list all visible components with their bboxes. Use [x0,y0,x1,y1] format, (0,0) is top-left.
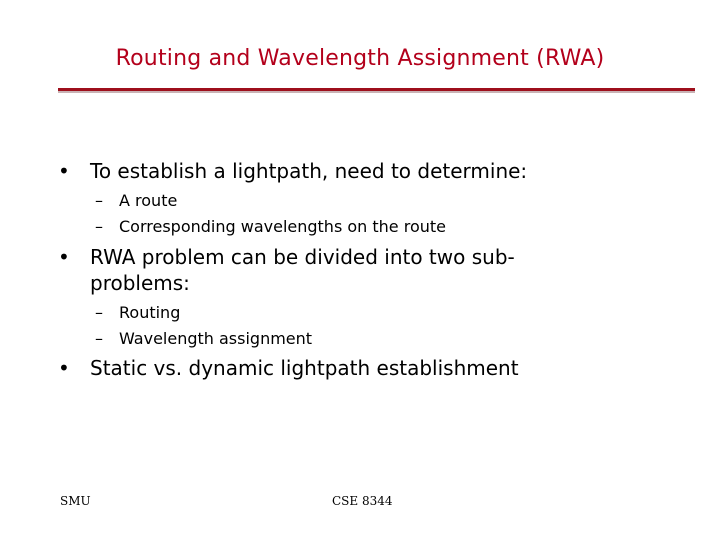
sub-bullet-item [95,328,312,350]
sub-bullet-text: Wavelength assignment [119,329,313,348]
dash-icon: – [95,329,103,348]
bullet-text: To establish a lightpath, need to determine: [90,159,528,183]
bullet-icon: • [58,356,70,380]
sub-bullet-text: A route [119,191,178,210]
bullet-text: Static vs. dynamic lightpath establishment [90,356,519,380]
sub-bullet-item [95,190,177,212]
footer-left: SMU [60,494,91,508]
bullet-icon: • [58,159,70,183]
bullet-text-line2: problems: [90,271,190,295]
bullet-icon: • [58,245,70,269]
bullet-text: RWA problem can be divided into two sub- [90,245,515,269]
footer-center: CSE 8344 [332,494,393,508]
title-underline [58,88,695,91]
sub-bullet-item [95,216,446,238]
sub-bullet-item [95,302,180,324]
dash-icon: – [95,303,103,322]
sub-bullet-text: Routing [119,303,181,322]
slide-title: Routing and Wavelength Assignment (RWA) [115,46,605,71]
dash-icon: – [95,217,103,236]
dash-icon: – [95,191,103,210]
sub-bullet-text: Corresponding wavelengths on the route [119,217,446,236]
